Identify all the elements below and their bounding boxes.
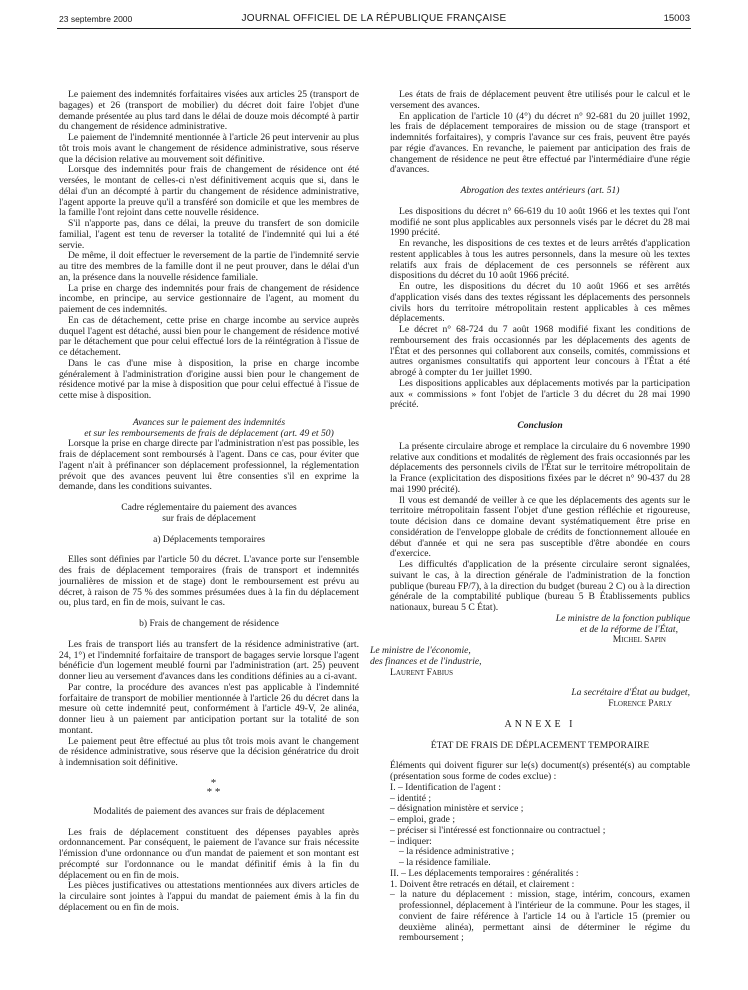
page-header: [0, 0, 748, 32]
list-item: – la résidence familiale.: [399, 857, 491, 868]
paragraph: Les difficultés d'application de la présente circulaire seront signalées, suivant le cas, à la direction générale de l'administration de la fonction publique (bureau FP/7), à la direction du budget (bureau 2 C) ou à la direction générale de la comptabilité publique (bureau 5 B Établissements publics nationaux, bureau 5 C État).: [390, 559, 690, 613]
paragraph: S'il n'apporte pas, dans ce délai, la preuve du transfert de son domicile familial, l'agent est tenu de reverser la totalité de l'indemnité qui lui a été servie.: [59, 218, 359, 251]
subsection-heading: Cadre réglementaire du paiement des avances: [121, 502, 297, 513]
list-item: – indiquer:: [390, 835, 432, 847]
paragraph: La prise en charge des indemnités pour frais de changement de résidence incombe, en principe, au service gestionnaire de l'agent, au moment du paiement de ces indemnités.: [59, 282, 359, 315]
list-item: – préciser si l'intéressé est fonctionnaire ou contractuel ;: [390, 824, 606, 836]
list-item: – la résidence administrative ;: [399, 846, 515, 858]
paragraph: En cas de détachement, cette prise en charge incombe au service auprès duquel l'agent est détaché, aussi bien pour le changement de résidence motivé par le détachement que pour celui effectué lors de la réintégration à l'issue de ce détachement.: [59, 314, 359, 358]
header-rule: [57, 28, 691, 29]
paragraph: En revanche, les dispositions de ces textes et de leurs arrêtés d'application restent applicables à tous les autres personnels, dans la mesure où les textes relatifs aux frais de déplacement de ces personnels se réfèrent aux dispositions du décret du 10 août 1966 précité.: [390, 238, 690, 282]
paragraph: Les frais de transport liés au transfert de la résidence administrative (art. 24, 1°) et l'indemnité forfaitaire de transport de bagages servie lorsque l'agent bénéficie d'un logement meublé fourni par l'administration (art. 25) peuvent donner lieu au versement d'avances dans les conditions définies au a ci-avant.: [59, 638, 359, 682]
section-heading: et sur les remboursements de frais de déplacement (art. 49 et 50): [84, 427, 334, 439]
paragraph: Les dispositions applicables aux déplacements motivés par la participation aux « commissions » font l'objet de l'article 3 du décret du 28 mai 1990 précité.: [390, 377, 690, 411]
paragraph: Éléments qui doivent figurer sur le(s) document(s) présenté(s) au comptable (présentation sous forme de codes exclue) :: [390, 760, 690, 782]
paragraph: Il vous est demandé de veiller à ce que les déplacements des agents sur le territoire métropolitain fassent l'objet d'une gestion réfléchie et rigoureuse, toute décision dans ce domaine devant systématiquement être prise en considération de l'enveloppe globale de crédits de fonctionnement allouée en début d'année et qui ne sera pas susceptible d'être abondée en cours d'exercice.: [390, 494, 690, 560]
list-item: I. – Identification de l'agent :: [390, 781, 501, 793]
list-item: – la nature du déplacement : mission, stage, intérim, concours, examen professionnel, déplacement à l'intérieur de la commune. Pour les stages, il convient de faire référence à l'article 14 ou à l'article 15 (premier ou deuxième alinéa), permettant ainsi de déterminer le régime du remboursement ;: [390, 889, 690, 944]
paragraph: Par contre, la procédure des avances n'est pas applicable à l'indemnité forfaitaire de transport de mobilier mentionnée à l'article 26 du décret dans la mesure où cette indemnité peut, conformément à l'article 49-V, 2e alinéa, donner lieu à un paiement par anticipation portant sur la totalité de son montant.: [59, 681, 359, 736]
subsection-heading: b) Frais de changement de résidence: [139, 618, 279, 629]
list-item: – désignation ministère et service ;: [390, 803, 524, 815]
header-title: JOURNAL OFFICIEL DE LA RÉPUBLIQUE FRANÇAISE: [241, 13, 507, 24]
asterism: *: [210, 776, 217, 789]
signature-name: Michel Sapin: [612, 634, 666, 646]
header-date: 23 septembre 2000: [59, 14, 133, 24]
paragraph: Lorsque la prise en charge directe par l'administration n'est pas possible, les frais de déplacement sont remboursés à l'agent. Dans ce cas, pour éviter que l'agent n'ait à préfinancer son déplacement professionnel, la réglementation prévoit que des avances peuvent lui être consenties s'il en exprime la demande, dans les conditions suivantes.: [59, 438, 359, 493]
paragraph: Le paiement des indemnités forfaitaires visées aux articles 25 (transport de bagages) et 26 (transport de mobilier) du décret doit faire l'objet d'une demande présentée au plus tard dans le délai de douze mois décompté à partir du changement de résidence administrative.: [59, 89, 359, 133]
list-item: – emploi, grade ;: [390, 814, 456, 825]
paragraph: En outre, les dispositions du décret du 10 août 1966 et ses arrêtés d'application visés dans des textes régissant les déplacements des personnels civils hors du territoire métropolitain restent applicables à ces mêmes déplacements.: [390, 281, 690, 325]
paragraph: Les états de frais de déplacement peuvent être utilisés pour le calcul et le versement des avances.: [390, 89, 690, 111]
section-heading: Abrogation des textes antérieurs (art. 51): [460, 185, 620, 196]
paragraph: Les dispositions du décret n° 66-619 du 10 août 1966 et les textes qui l'ont modifié ne sont plus applicables aux personnels visés par le décret du 28 mai 1990 précité.: [390, 205, 690, 239]
list-item: II. – Les déplacements temporaires : généralités :: [390, 867, 579, 879]
signature-title: Le ministre de la fonction publique: [555, 612, 690, 624]
signature-title: Le ministre de l'économie,: [370, 645, 471, 656]
paragraph: Le paiement de l'indemnité mentionnée à l'article 26 peut intervenir au plus tôt trois mois avant le changement de résidence administrative, sous réserve que la décision relative au mouvement soit définitive.: [59, 132, 359, 165]
header-page-number: 15003: [663, 13, 690, 24]
subsection-heading: a) Déplacements temporaires: [153, 533, 265, 545]
annex-title: ÉTAT DE FRAIS DE DÉPLACEMENT TEMPORAIRE: [430, 739, 650, 751]
paragraph: Les pièces justificatives ou attestations mentionnées aux divers articles de la circulaire sont jointes à l'appui du mandat de paiement émis à la fin du déplacement ou en fin de mois.: [59, 880, 359, 913]
signature-title: des finances et de l'industrie,: [370, 655, 482, 667]
signature-name: Florence Parly: [608, 698, 672, 709]
paragraph: Les frais de déplacement constituent des dépenses payables après ordonnancement. Par conséquent, le paiement de l'avance sur frais nécessite l'émission d'une ordonnance ou d'un mandat de paiement et son montant est précompté sur l'ordonnance ou le mandat définitif émis à la fin du déplacement ou en fin de mois.: [59, 826, 359, 881]
left-column: [59, 90, 359, 914]
paragraph: Lorsque des indemnités pour frais de changement de résidence ont été versées, le montant de celles-ci n'est définitivement acquis que si, dans le délai d'un an décompté à partir du changement de résidence administrative, l'agent apporte la preuve qu'il a transféré son domicile et que les membres de la famille l'ont rejoint dans cette nouvelle résidence.: [59, 164, 359, 219]
signature-name: Laurent Fabius: [390, 666, 453, 678]
signature-title: La secrétaire d'État au budget,: [571, 687, 690, 699]
paragraph: Le décret n° 68-724 du 7 août 1968 modifié fixant les conditions de remboursement des frais occasionnés par les déplacements des agents de l'État et des personnes qui collaborent aux conseils, comités, commissions et autres organismes consultatifs qui apportent leur concours à l'État a été abrogé à compter du 1er juillet 1990.: [390, 324, 690, 378]
paragraph: Elles sont définies par l'article 50 du décret. L'avance porte sur l'ensemble des frais de déplacement temporaires (frais de transport et indemnités journalières de mission et de stage) dont le remboursement est prévu au décret, à raison de 75 % des sommes présumées dues à la fin du déplacement ou, plus tard, en fin de mois, suivant le cas.: [59, 554, 359, 609]
asterism: * *: [206, 785, 221, 798]
paragraph: La présente circulaire abroge et remplace la circulaire du 6 novembre 1990 relative aux conditions et modalités de règlement des frais occasionnés par les déplacements des personnels civils de l'État sur le territoire métropolitain de la France (explicitation des dispositions fixées par le décret n° 90-437 du 28 mai 1990 précité).: [390, 440, 690, 495]
paragraph: Le paiement peut être effectué au plus tôt trois mois avant le changement de résidence administrative, sous réserve que la décision génératrice du droit à indemnisation soit définitive.: [59, 735, 359, 768]
paragraph: De même, il doit effectuer le reversement de la partie de l'indemnité servie au titre des membres de la famille dont il ne peut prouver, dans le délai d'un an, la présence dans la nouvelle résidence familiale.: [59, 250, 359, 283]
paragraph: Dans le cas d'une mise à disposition, la prise en charge incombe généralement à l'administration d'origine aussi bien pour le changement de résidence motivé par la mise à disposition que pour celui effectué à l'issue de cette mise à disposition.: [59, 357, 359, 401]
paragraph: En application de l'article 10 (4°) du décret n° 92-681 du 20 juillet 1992, les frais de déplacement temporaires de mission ou de stage (transport et indemnités forfaitaires), y compris l'avance sur ces frais, peuvent être payés par régie d'avances. En revanche, le paiement par anticipation des frais de changement de résidence ne peut être effectué par l'intermédiaire d'une régie d'avances.: [390, 110, 690, 176]
section-heading: Avances sur le paiement des indemnités: [132, 416, 286, 428]
list-item: – identité ;: [390, 792, 432, 804]
section-heading: Conclusion: [517, 420, 563, 431]
list-item: 1. Doivent être retracés en détail, et clairement :: [390, 878, 575, 890]
section-heading: Modalités de paiement des avances sur frais de déplacement: [93, 805, 325, 817]
signature-title: et de la réforme de l'État,: [580, 623, 678, 635]
subsection-heading: sur frais de déplacement: [162, 512, 256, 524]
right-column: [370, 89, 690, 944]
annex-heading: ANNEXE I: [504, 718, 576, 730]
